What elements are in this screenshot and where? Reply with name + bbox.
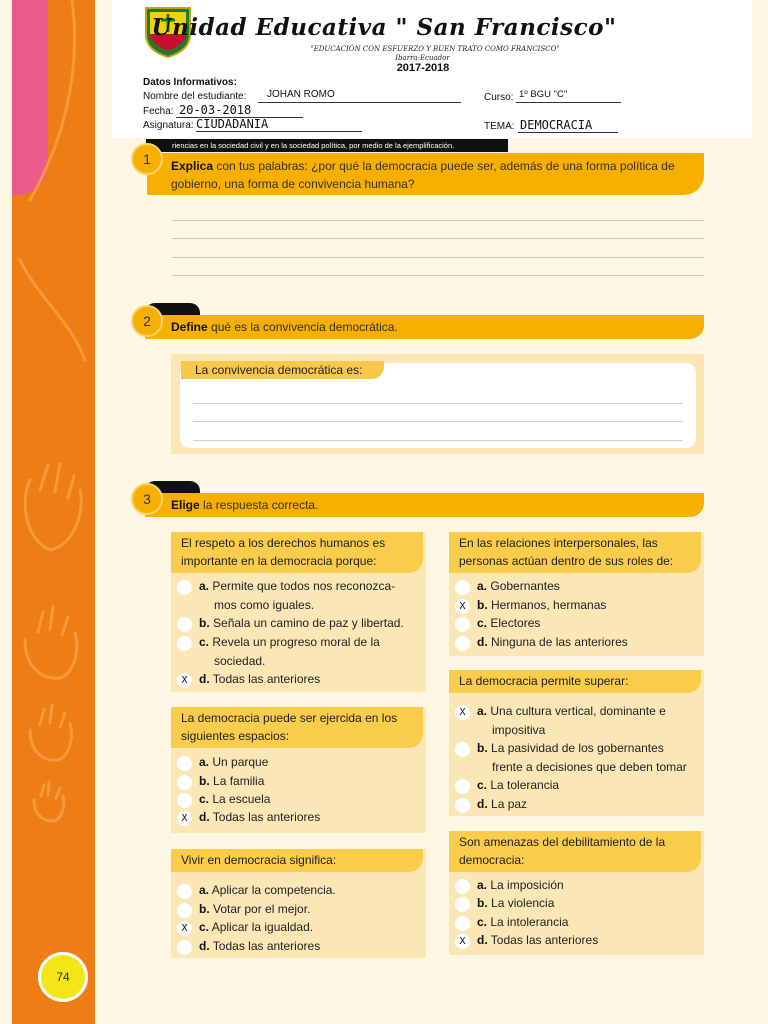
choice-question-prompt [171,532,423,573]
option-text [199,808,320,827]
prompt-line: siguientes espacios: [181,729,290,743]
option-text [199,753,268,772]
choice-question-box [171,707,426,833]
prompt-line: El respeto a los derechos humanos es [181,536,386,550]
option-label: Un parque [212,755,269,769]
question-3-bar [145,493,704,517]
answer-line[interactable] [172,257,704,258]
question-3-text: la respuesta correcta. [199,498,319,512]
page-number: 74 [56,970,70,984]
option-label: Aplicar la competencia. [211,883,336,897]
question-3-number [131,483,163,515]
choice-option[interactable] [177,753,424,772]
choice-option[interactable] [455,876,702,895]
choice-option[interactable] [177,633,424,670]
option-checkbox[interactable]: X [177,921,192,936]
option-label: La tolerancia [490,778,560,792]
option-text [477,795,527,814]
option-checkbox[interactable] [455,798,470,813]
option-text [477,577,560,596]
subject-value: CIUDADANIA [196,117,269,131]
question-2-number-text: 2 [143,313,151,329]
answer-line[interactable] [172,238,704,239]
option-text [477,633,628,652]
topic-label: TEMA: [484,121,515,132]
student-label: Nombre del estudiante: [143,91,247,102]
option-checkbox[interactable]: X [455,705,470,720]
definition-label: La convivencia democrática es: [181,361,384,379]
choice-option[interactable] [177,670,424,689]
prompt-line: En las relaciones interpersonales, las [459,536,658,550]
option-checkbox[interactable] [177,756,192,771]
date-value: 20-03-2018 [179,103,252,117]
option-checkbox[interactable]: X [455,599,470,614]
choice-option[interactable] [177,808,424,827]
option-checkbox[interactable] [177,580,192,595]
date-label: Fecha: [143,106,174,117]
question-3-number-text: 3 [143,491,151,507]
choice-option[interactable] [455,913,702,932]
option-letter: d. [477,933,488,947]
option-checkbox[interactable] [177,775,192,790]
choice-option[interactable] [177,881,424,900]
question-1-verb: Explica [171,159,214,173]
option-label: Todas las anteriores [212,939,321,953]
option-text [477,596,606,615]
school-city: Ibarra-Ecuador [395,54,450,62]
option-text [477,876,564,895]
option-letter: c. [477,915,488,929]
option-label: Señala un camino de paz y libertad. [213,616,404,630]
option-letter: d. [199,672,210,686]
left-decorative-band [0,0,95,1024]
choice-option[interactable] [455,702,702,739]
option-text [477,894,554,913]
option-letter: a. [477,878,488,892]
course-label: Curso: [484,92,514,103]
school-year: 2017-2018 [396,62,450,74]
option-text [199,577,395,596]
choice-option[interactable] [455,795,702,814]
course-field[interactable] [516,89,621,103]
option-checkbox[interactable]: X [177,673,192,688]
option-checkbox[interactable] [177,636,192,651]
prompt-line: personas actúan dentro de sus roles de: [459,554,674,568]
choice-option[interactable] [455,596,702,615]
option-label: Todas las anteriores [212,672,321,686]
option-letter: d. [199,810,210,824]
prompt-line: La democracia puede ser ejercida en los [181,711,398,725]
course-value: 1º BGU "C" [519,89,568,100]
choice-question-box [449,670,704,816]
choice-option[interactable] [455,739,702,776]
definition-line[interactable] [193,403,683,404]
option-letter: b. [477,741,488,755]
choice-question-box [449,831,704,955]
answer-line[interactable] [172,220,704,221]
option-letter: b. [199,902,210,916]
choice-question-box [171,849,426,958]
option-text [477,614,540,633]
option-letter: d. [477,635,488,649]
option-text [199,918,313,937]
option-text [199,614,404,633]
choice-option[interactable] [455,577,702,596]
option-checkbox[interactable] [177,884,192,899]
choice-option[interactable] [455,931,702,950]
info-title: Datos Informativos: [143,77,237,88]
option-label: La violencia [491,896,555,910]
choice-question-prompt [449,831,701,872]
option-checkbox[interactable]: X [177,811,192,826]
option-letter: c. [477,778,488,792]
choice-question-prompt [449,670,701,693]
option-label: La pasividad de los gobernantes [491,741,664,755]
definition-line[interactable] [193,421,683,422]
option-checkbox[interactable] [177,940,192,955]
option-checkbox[interactable] [177,793,192,808]
choice-option[interactable] [177,614,424,633]
page-number-badge [38,952,88,1002]
option-label: Todas las anteriores [490,933,599,947]
option-text [199,670,320,689]
subject-label: Asignatura: [143,120,194,131]
subject-field[interactable] [196,117,362,132]
prompt-line: Vivir en democracia significa: [181,853,337,867]
option-letter: c. [477,616,488,630]
option-letter: c. [199,920,210,934]
definition-line[interactable] [193,440,683,441]
choice-option[interactable] [455,894,702,913]
option-checkbox[interactable] [455,779,470,794]
option-text [199,900,310,919]
option-letter: a. [199,755,210,769]
prompt-line: democracia: [459,853,525,867]
option-label: Hermanos, hermanas [491,598,607,612]
option-label: Aplicar la igualdad. [211,920,314,934]
intro-text: riencias en la sociedad civil y en la sociedad política, por medio de la ejemplificación. [146,139,508,152]
option-label: Una cultura vertical, dominante e [490,704,666,718]
option-letter: a. [477,579,488,593]
option-label: Revela un progreso moral de la [212,635,380,649]
option-label: La intolerancia [490,915,569,929]
option-checkbox[interactable] [177,617,192,632]
option-text [477,913,568,932]
question-2-bar [145,315,704,339]
option-letter: b. [477,896,488,910]
choice-option[interactable] [177,937,424,956]
option-text [199,937,320,956]
choice-option[interactable] [455,633,702,652]
question-3-verb: Elige [171,498,200,512]
hands-decoration-icon [0,0,95,1024]
option-letter: d. [477,797,488,811]
option-checkbox[interactable] [455,580,470,595]
prompt-line: Son amenazas del debilitamiento de la [459,835,666,849]
student-field[interactable] [258,90,461,103]
option-label: Electores [490,616,541,630]
option-label-continuation: frente a decisiones que deben tomar [492,759,687,774]
option-text [477,739,664,758]
option-checkbox[interactable] [455,916,470,931]
option-checkbox[interactable] [455,636,470,651]
choice-question-box [449,532,704,656]
option-label: Todas las anteriores [212,810,321,824]
question-1-bar [147,153,704,195]
topic-field[interactable] [518,118,618,133]
option-text [477,776,559,795]
option-label: La escuela [212,792,271,806]
choice-option[interactable] [177,577,424,614]
option-label: Gobernantes [490,579,560,593]
option-text [199,772,264,791]
option-text [477,931,598,950]
choice-option[interactable] [177,918,424,937]
question-2-verb: Define [171,320,208,334]
question-1-number [131,143,163,175]
choice-option[interactable] [177,900,424,919]
option-text [477,702,666,721]
prompt-line: La democracia permite superar: [459,674,629,688]
student-value: JOHAN ROMO [267,89,335,100]
topic-value: DEMOCRACIA [520,118,593,132]
choice-question-box [171,532,426,692]
option-checkbox[interactable] [455,879,470,894]
option-text [199,881,336,900]
choice-question-prompt [171,849,423,872]
option-letter: a. [199,883,210,897]
option-checkbox[interactable] [455,897,470,912]
question-1-number-text: 1 [143,151,151,167]
option-letter: c. [199,635,210,649]
left-page-edge [0,0,12,1024]
option-label-continuation: sociedad. [214,653,266,668]
option-letter: b. [477,598,488,612]
option-label: La familia [213,774,265,788]
choice-option[interactable] [177,790,424,809]
option-letter: c. [199,792,210,806]
school-motto: "EDUCACIÓN CON ESFUERZO Y BUEN TRATO COMO FRANCISCO" [310,45,560,53]
option-text [199,633,380,652]
option-label: Permite que todos nos reconozca- [212,579,396,593]
option-letter: a. [199,579,210,593]
option-label-continuation: impositiva [492,722,546,737]
option-checkbox[interactable]: X [455,934,470,949]
option-letter: b. [199,616,210,630]
option-label: La imposición [490,878,564,892]
option-label: Ninguna de las anteriores [491,635,628,649]
option-label: Votar por el mejor. [213,902,311,916]
choice-question-prompt [449,532,701,573]
option-letter: a. [477,704,488,718]
option-checkbox[interactable] [455,742,470,757]
school-name: Unidad Educativa " San Francisco" [151,14,617,41]
option-letter: d. [199,939,210,953]
choice-question-prompt [171,707,423,748]
option-checkbox[interactable] [455,617,470,632]
question-2-text: qué es la convivencia democrática. [207,320,398,334]
question-2-number [131,305,163,337]
date-field[interactable] [176,103,303,118]
option-label: La paz [491,797,528,811]
prompt-line: importante en la democracia porque: [181,554,377,568]
choice-option[interactable] [455,776,702,795]
option-checkbox[interactable] [177,903,192,918]
choice-option[interactable] [455,614,702,633]
answer-line[interactable] [172,275,704,276]
option-label-continuation: mos como iguales. [214,597,315,612]
choice-option[interactable] [177,772,424,791]
option-text [199,790,270,809]
question-1-text: con tus palabras: ¿por qué la democracia puede ser, además de una forma política de gobierno, una forma de convivencia humana? [171,159,675,191]
option-letter: b. [199,774,210,788]
